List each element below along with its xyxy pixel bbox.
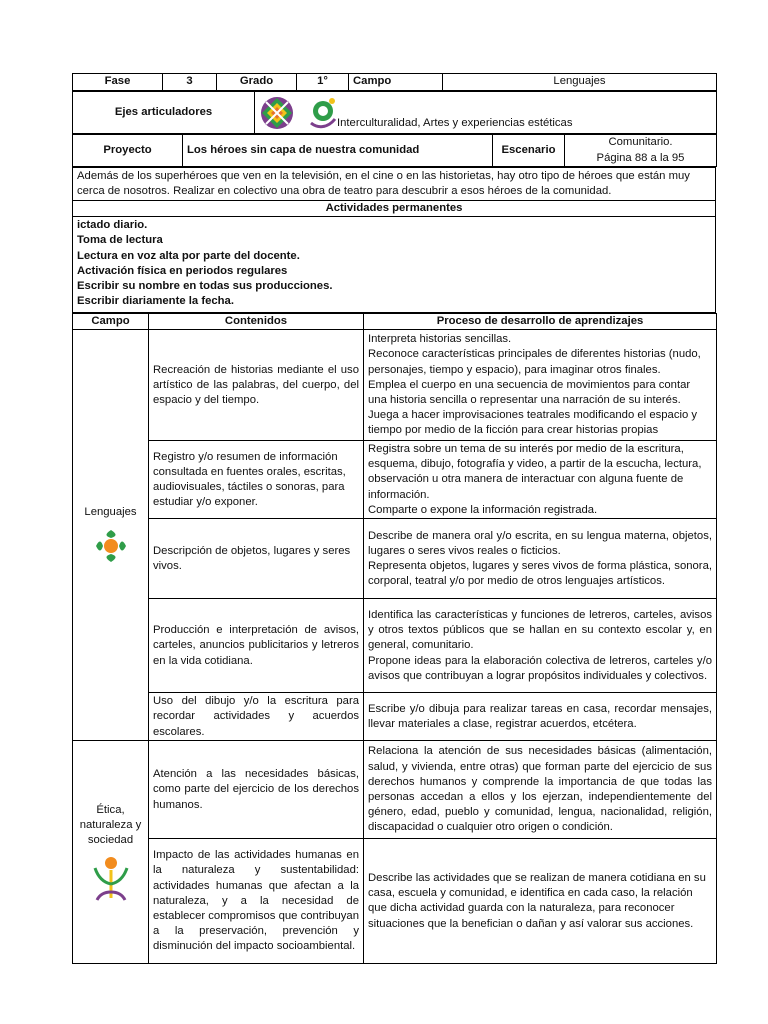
proyecto-label: Proyecto bbox=[73, 135, 183, 167]
campo-lenguajes-label: Lenguajes bbox=[84, 505, 137, 518]
contenido-cell: Uso del dibujo y/o la escritura para recordar actividades y acuerdos escolares. bbox=[149, 693, 364, 741]
ejes-table bbox=[72, 91, 717, 134]
col-header-contenidos: Contenidos bbox=[149, 314, 364, 330]
actividades-title: Actividades permanentes bbox=[73, 201, 716, 217]
campo-value: Lenguajes bbox=[443, 74, 717, 91]
fase-label: Fase bbox=[73, 74, 163, 91]
proyecto-value: Los héroes sin capa de nuestra comunidad bbox=[183, 135, 493, 167]
actividad-item: Escribir diariamente la fecha. bbox=[77, 295, 234, 308]
etica-icon bbox=[91, 854, 131, 902]
campo-etica bbox=[73, 741, 149, 964]
fase-value: 3 bbox=[163, 74, 217, 91]
table-row bbox=[73, 599, 717, 693]
campo-etica-label: Ética, naturaleza y sociedad bbox=[79, 803, 142, 846]
contenido-cell: Atención a las necesidades básicas, como parte del ejercicio de los derechos humanos. bbox=[149, 741, 364, 839]
description-table bbox=[72, 167, 716, 313]
table-row bbox=[73, 693, 717, 741]
actividad-item: Activación física en periodos regulares bbox=[77, 264, 288, 277]
proceso-cell: Identifica las características y funciones de letreros, carteles, avisos y otros textos públicos que se hallan en su contexto escolar y, en general, comunitario. Propone ideas para la elaboración colectiva de letreros, carteles y/o avisos que contribuyan a lograr propósitos individuales y colectivos. bbox=[364, 599, 717, 693]
actividad-item: ictado diario. bbox=[77, 219, 148, 232]
planning-page bbox=[72, 73, 716, 964]
contenido-cell: Descripción de objetos, lugares y seres vivos. bbox=[149, 519, 364, 599]
ejes-cell bbox=[255, 92, 717, 134]
proyecto-table bbox=[72, 134, 717, 167]
proceso-cell: Registra sobre un tema de su interés por medio de la escritura, esquema, dibujo, fotografía y video, a partir de la escucha, lectura, observación u otra manera de interactuar con alguna fuente de información. Comparte o expone la información registrada. bbox=[364, 441, 717, 519]
escenario-value: Comunitario. Página 88 a la 95 bbox=[565, 135, 717, 167]
actividad-item: Escribir su nombre en todas sus producciones. bbox=[77, 280, 333, 293]
table-row bbox=[73, 330, 717, 441]
proceso-cell: Relaciona la atención de sus necesidades básicas (alimentación, salud, y vivienda, entre otras) que forman parte del ejercicio de sus derechos humanos y comprende la importancia de que todas las personas accedan a ellos y los ejerzan, independientemente del género, edad, pueblo y comunidad, lengua, nacionalidad, religión, discapacidad o cualquier otro origen o condición. bbox=[364, 741, 717, 839]
contenido-cell: Impacto de las actividades humanas en la naturaleza y sustentabilidad: actividades humanas que afectan a la naturaleza, y a la necesidad de establecer compromisos que contribuyan a la preservación, prevención y disminución del impacto socioambiental. bbox=[149, 839, 364, 964]
grado-value: 1° bbox=[297, 74, 349, 91]
col-header-campo: Campo bbox=[73, 314, 149, 330]
artes-icon bbox=[305, 95, 339, 131]
contenido-cell: Recreación de historias mediante el uso artístico de las palabras, del cuerpo, del espacio y del tiempo. bbox=[149, 330, 364, 441]
ejes-label: Ejes articuladores bbox=[73, 92, 255, 134]
contenido-cell: Producción e interpretación de avisos, carteles, anuncios publicitarios y letreros en la vida cotidiana. bbox=[149, 599, 364, 693]
actividades-list bbox=[73, 217, 716, 313]
proceso-cell: Describe las actividades que se realizan de manera cotidiana en su casa, escuela y comunidad, e identifica en cada caso, la relación que dicha actividad guarda con la naturaleza, para reconocer situaciones que la benefician o dañan y así valorar sus acciones. bbox=[364, 839, 717, 964]
proceso-cell: Escribe y/o dibuja para realizar tareas en casa, recordar mensajes, llevar materiales a clase, registrar acuerdos, etcétera. bbox=[364, 693, 717, 741]
interculturalidad-icon bbox=[259, 95, 295, 131]
table-row bbox=[73, 839, 717, 964]
actividad-item: Toma de lectura bbox=[77, 234, 163, 247]
table-row bbox=[73, 741, 717, 839]
grado-label: Grado bbox=[217, 74, 297, 91]
col-header-proceso: Proceso de desarrollo de aprendizajes bbox=[364, 314, 717, 330]
ejes-text: Interculturalidad, Artes y experiencias estéticas bbox=[337, 117, 573, 130]
table-row bbox=[73, 519, 717, 599]
contenido-cell: Registro y/o resumen de información consultada en fuentes orales, escritas, audiovisuales, táctiles o sonoras, para estudiar y/o exponer. bbox=[149, 441, 364, 519]
actividad-item: Lectura en voz alta por parte del docente. bbox=[77, 249, 300, 262]
content-table bbox=[72, 313, 717, 964]
proceso-cell: Interpreta historias sencillas. Reconoce características principales de diferentes historias (nudo, personajes, tiempo y espacio), para imaginar otros finales. Emplea el cuerpo en una secuencia de movimientos para contar una historia sencilla o representar una narración de su interés. Juega a hacer improvisaciones teatrales modificando el espacio y tiempo por medio de la ficción para crear historias propias bbox=[364, 330, 717, 441]
table-row bbox=[73, 441, 717, 519]
escenario-label: Escenario bbox=[493, 135, 565, 167]
header-table bbox=[72, 73, 717, 91]
proceso-cell: Describe de manera oral y/o escrita, en su lengua materna, objetos, lugares o seres vivos reales o ficticios. Representa objetos, lugares y seres vivos de forma plástica, sonora, corporal, teatral y/o por medio de otros lenguajes artísticos. bbox=[364, 519, 717, 599]
lenguajes-icon bbox=[91, 526, 131, 566]
campo-label: Campo bbox=[349, 74, 443, 91]
campo-lenguajes bbox=[73, 330, 149, 741]
project-description: Además de los superhéroes que ven en la televisión, en el cine o en las historietas, hay otro tipo de héroes que están muy cerca de nosotros. Realizar en colectivo una obra de teatro para descubrir a esos héroes de la comunidad. bbox=[73, 168, 716, 201]
